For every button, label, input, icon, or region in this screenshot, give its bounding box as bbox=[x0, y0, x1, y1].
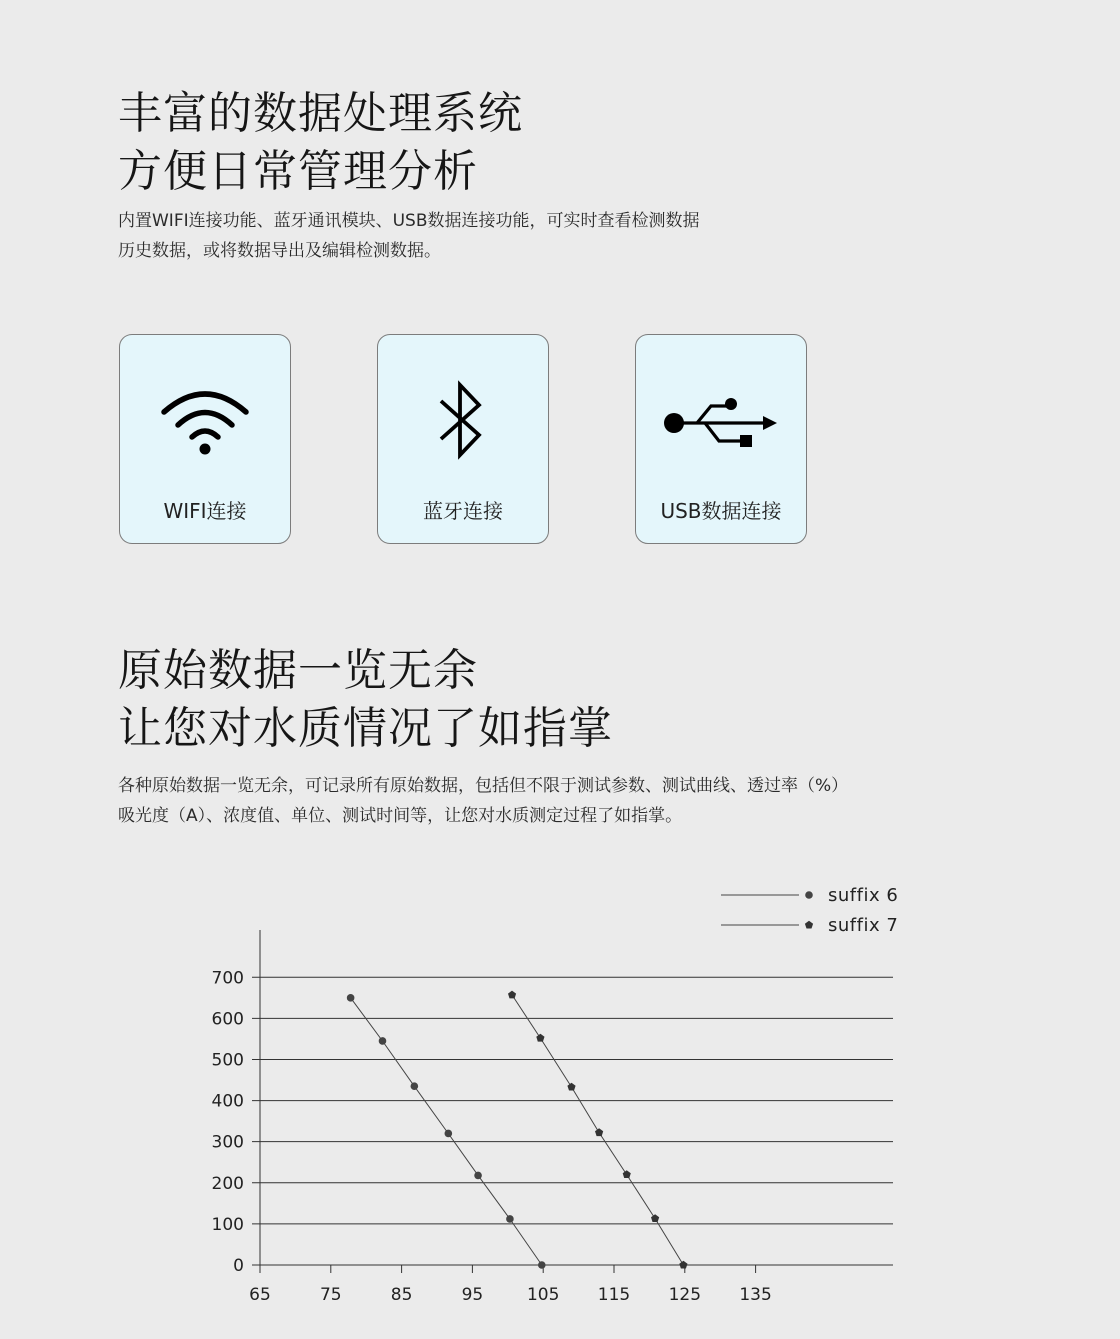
x-tick-label: 65 bbox=[249, 1285, 271, 1305]
section1-description-line: 内置WIFI连接功能、蓝牙通讯模块、USB数据连接功能，可实时查看检测数据 bbox=[118, 211, 700, 231]
legend-marker bbox=[805, 921, 813, 929]
section1-description bbox=[118, 206, 700, 266]
x-tick-label: 105 bbox=[526, 1285, 560, 1305]
x-tick-label: 95 bbox=[461, 1285, 484, 1305]
data-point bbox=[506, 1215, 514, 1223]
legend-marker bbox=[805, 891, 813, 899]
data-point bbox=[567, 1083, 575, 1091]
usb-connection-card bbox=[635, 334, 807, 544]
y-tick-label: 300 bbox=[211, 1132, 244, 1153]
legend-label: suffix 7 bbox=[828, 915, 899, 936]
data-point bbox=[679, 1261, 687, 1269]
data-point bbox=[474, 1172, 482, 1180]
data-point bbox=[445, 1130, 453, 1138]
x-tick-label: 115 bbox=[597, 1285, 631, 1305]
bluetooth-connection-label: 蓝牙连接 bbox=[423, 499, 503, 523]
data-point bbox=[623, 1170, 631, 1178]
wifi-icon bbox=[120, 375, 290, 465]
legend-label: suffix 6 bbox=[828, 885, 899, 906]
data-point bbox=[508, 991, 516, 999]
data-point bbox=[595, 1128, 603, 1136]
data-point bbox=[538, 1261, 546, 1269]
section1-description-line: 历史数据，或将数据导出及编辑检测数据。 bbox=[118, 241, 441, 261]
y-tick-label: 600 bbox=[211, 1009, 244, 1030]
section2-heading-line: 让您对水质情况了如指掌 bbox=[118, 703, 613, 754]
data-point bbox=[411, 1082, 419, 1090]
bluetooth-connection-card bbox=[377, 334, 549, 544]
usb-connection-label: USB数据连接 bbox=[660, 499, 782, 523]
y-tick-label: 700 bbox=[211, 968, 244, 989]
section2-description-line: 各种原始数据一览无余，可记录所有原始数据，包括但不限于测试参数、测试曲线、透过率（%） bbox=[118, 776, 849, 796]
section2-heading bbox=[118, 642, 613, 758]
section1-heading-line: 丰富的数据处理系统 bbox=[118, 88, 523, 139]
y-tick-label: 400 bbox=[211, 1091, 244, 1112]
section2-description-line: 吸光度（A）、浓度值、单位、测试时间等，让您对水质测定过程了如指掌。 bbox=[118, 806, 683, 826]
y-tick-label: 200 bbox=[211, 1173, 244, 1194]
y-tick-label: 100 bbox=[211, 1214, 244, 1235]
wifi-connection-card bbox=[119, 334, 291, 544]
section2-description bbox=[118, 771, 848, 831]
section1-heading-line: 方便日常管理分析 bbox=[118, 146, 478, 197]
data-point bbox=[536, 1034, 544, 1042]
data-point bbox=[347, 994, 355, 1002]
data-point bbox=[651, 1214, 659, 1222]
x-tick-label: 75 bbox=[319, 1285, 342, 1305]
data-point bbox=[379, 1037, 387, 1045]
section2-heading-line: 原始数据一览无余 bbox=[118, 645, 478, 696]
usb-icon bbox=[636, 375, 806, 465]
x-tick-label: 125 bbox=[668, 1285, 702, 1305]
line-chart bbox=[0, 860, 1120, 1339]
y-tick-label: 500 bbox=[211, 1050, 244, 1071]
wifi-connection-label: WIFI连接 bbox=[163, 499, 247, 523]
y-tick-label: 0 bbox=[233, 1256, 244, 1276]
x-tick-label: 85 bbox=[390, 1285, 413, 1305]
bluetooth-icon bbox=[378, 375, 548, 465]
x-tick-label: 135 bbox=[739, 1285, 772, 1305]
section1-heading bbox=[118, 85, 523, 201]
